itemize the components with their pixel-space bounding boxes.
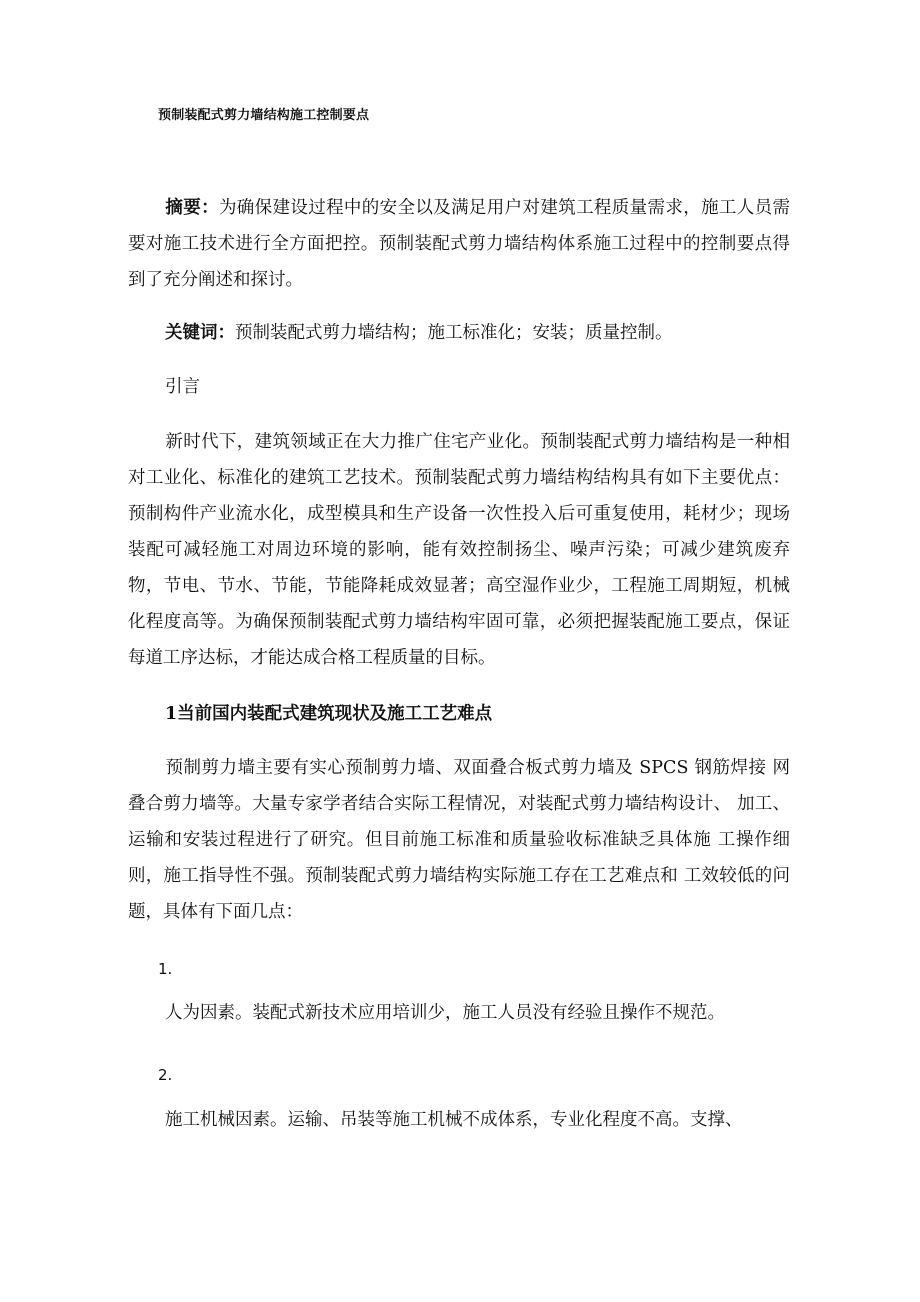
list-item-2-number: 2. [158,1066,173,1084]
intro-heading: 引言 [165,377,200,397]
section-1-paragraph [128,750,790,930]
list-item-2-text: 施工机械因素。运输、吊装等施工机械不成体系，专业化程度不高。支撑、 [165,1110,743,1130]
section-1-text: 预制剪力墙主要有实心预制剪力墙、双面叠合板式剪力墙及 SPCS 钢筋焊接 网叠合剪力墙等。大量专家学者结合实际工程情况，对装配式剪力墙结构设计、 加工、运输和安装过程进行了研究。但目前施工标准和质量验收标准缺乏具体施 工操作细则，施工指导性不强。预制装配式剪力墙结构实际施工存在工艺难点和 工效较低的问题，具体有下面几点： [128,758,790,922]
section-1-heading: 1当前国内装配式建筑现状及施工工艺难点 [165,704,493,724]
abstract-text: 为确保建设过程中的安全以及满足用户对建筑工程质量需求，施工人员需要对施工技术进行全方面把控。预制装配式剪力墙结构体系施工过程中的控制要点得到了充分阐述和探讨。 [128,198,791,290]
abstract-paragraph [128,190,790,298]
keywords-text: 预制装配式剪力墙结构；施工标准化；安装；质量控制。 [235,323,673,343]
keywords-line [165,315,673,351]
abstract-label: 摘要： [165,198,219,218]
intro-paragraph [128,424,790,676]
list-item-1-text: 人为因素。装配式新技术应用培训少，施工人员没有经验且操作不规范。 [165,1003,725,1023]
document-title: 预制装配式剪力墙结构施工控制要点 [158,108,370,123]
keywords-label: 关键词： [165,323,235,343]
intro-text: 新时代下，建筑领域正在大力推广住宅产业化。预制装配式剪力墙结构是一种相对工业化、标准化的建筑工艺技术。预制装配式剪力墙结构结构具有如下主要优点：预制构件产业流水化，成型模具和生产设备一次性投入后可重复使用，耗材少；现场装配可减轻施工对周边环境的影响，能有效控制扬尘、噪声污染；可减少建筑废弃物，节电、节水、节能，节能降耗成效显著；高空湿作业少，工程施工周期短，机械化程度高等。为确保预制装配式剪力墙结构牢固可靠，必须把握装配施工要点，保证每道工序达标，才能达成合格工程质量的目标。 [128,432,790,668]
list-item-1-number: 1. [158,960,173,978]
